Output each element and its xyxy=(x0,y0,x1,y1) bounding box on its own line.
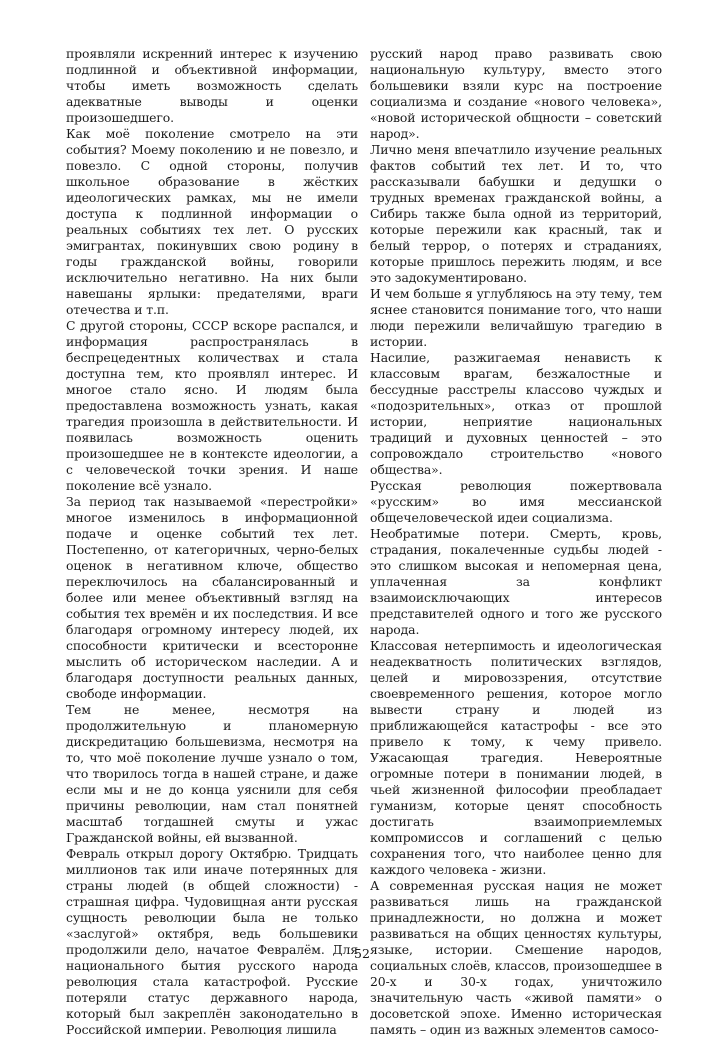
paragraph: Насилие, разжигаемая ненависть к классовым врагам, безжалостные и бессудные расстрелы классово чуждых и «подозрительных», отказ от прошлой истории, неприятие национальных традиций и духовных ценностей – это сопровождало строительство «нового общества». xyxy=(370,350,662,477)
paragraph: За период так называемой «перестройки» многое изменилось в информационной подаче и оценке событий тех лет. Постепенно, от категоричных, черно-белых оценок в негативном ключе, общество переключилось на сбалансированный и более или менее объективный взгляд на события тех времён и их последствия. И все благодаря огромному интересу людей, их способности критически и всесторонне мыслить об историческом наследии. А и благодаря доступности реальных данных, свободе информации. xyxy=(66,494,358,701)
paragraph: С другой стороны, СССР вскоре распался, и информация распространялась в беспрецедентных количествах и стала доступна тем, кто проявлял интерес. И многое стало ясно. И людям была предоставлена возможность узнать, какая трагедия произошла в действительности. И появилась возможность оценить произошедшее не в контексте идеологии, а с человеческой точки зрения. И наше поколение всё узнало. xyxy=(66,318,358,493)
left-text-column xyxy=(66,46,358,1038)
paragraph: Лично меня впечатлило изучение реальных фактов событий тех лет. И то, что рассказывали бабушки и дедушки о трудных временах гражданской войны, а Сибирь также была одной из территорий, которые пережили как красный, так и белый террор, о потерях и страданиях, которые пришлось пережить людям, и все это задокументировано. xyxy=(370,142,662,285)
paragraph: русский народ право развивать свою национальную культуру, вместо этого большевики взяли курс на построение социализма и создание «нового человека», «новой исторической общности – советский народ». xyxy=(370,46,662,141)
paragraph: Необратимые потери. Смерть, кровь, страдания, покалеченные судьбы людей - это слишком высокая и непомерная цена, уплаченная за конфликт взаимоисключающих интересов представителей одного и того же русского народа. xyxy=(370,526,662,637)
paragraph: Русская революция пожертвовала «русским» во имя мессианской общечеловеческой идеи социализма. xyxy=(370,478,662,525)
right-text-column xyxy=(370,46,662,1038)
paragraph: проявляли искренний интерес к изучению подлинной и объективной информации, чтобы иметь возможность сделать адекватные выводы и оценки произошедшего. xyxy=(66,46,358,125)
page-number: 52 xyxy=(354,946,370,961)
paragraph: Тем не менее, несмотря на продолжительную и планомерную дискредитацию большевизма, несмотря на то, что моё поколение лучше узнало о том, что творилось тогда в нашей стране, и даже если мы и не до конца уяснили для себя причины революции, нам стал понятней масштаб тогдашней смуты и ужас Гражданской войны, ей вызванной. xyxy=(66,702,358,845)
paragraph: Как моё поколение смотрело на эти события? Моему поколению и не повезло, и повезло. С одной стороны, получив школьное образование в жёстких идеологических рамках, мы не имели доступа к подлинной информации о реальных событиях тех лет. О русских эмигрантах, покинувших свою родину в годы гражданской войны, говорили исключительно негативно. На них были навешаны ярлыки: предателями, враги отечества и т.п. xyxy=(66,126,358,317)
paragraph: Классовая нетерпимость и идеологическая неадекватность политических взглядов, целей и мировоззрения, отсутствие своевременного решения, которое могло вывести страну и людей из приближающейся катастрофы - все это привело к тому, к чему привело. Ужасающая трагедия. Невероятные огромные потери в понимании людей, в чьей жизненной философии преобладает гуманизм, которые ценят способность достигать взаимоприемлемых компромиссов и соглашений с целью сохранения того, что наиболее ценно для каждого человека - жизни. xyxy=(370,638,662,877)
paragraph: Февраль открыл дорогу Октябрю. Тридцать миллионов так или иначе потерянных для страны людей (в общей сложности) - страшная цифра. Чудовищная анти русская сущность революции была не только «заслугой» октября, ведь большевики продолжили дело, начатое Февралём. Для национального бытия русского народа революция стала катастрофой. Русские потеряли статус державного народа, который был закреплён законодательно в Российской империи. Революция лишила xyxy=(66,846,358,1037)
paragraph: И чем больше я углубляюсь на эту тему, тем яснее становится понимание того, что наши люди пережили величайшую трагедию в истории. xyxy=(370,286,662,349)
paragraph: А современная русская нация не может развиваться лишь на гражданской принадлежности, но должна и может развиваться на общих ценностях культуры, языке, истории. Смешение народов, социальных слоёв, классов, произошедшее в 20-х и 30-х годах, уничтожило значительную часть «живой памяти» о досоветской эпохе. Именно историческая память – один из важных элементов самосо- xyxy=(370,878,662,1037)
